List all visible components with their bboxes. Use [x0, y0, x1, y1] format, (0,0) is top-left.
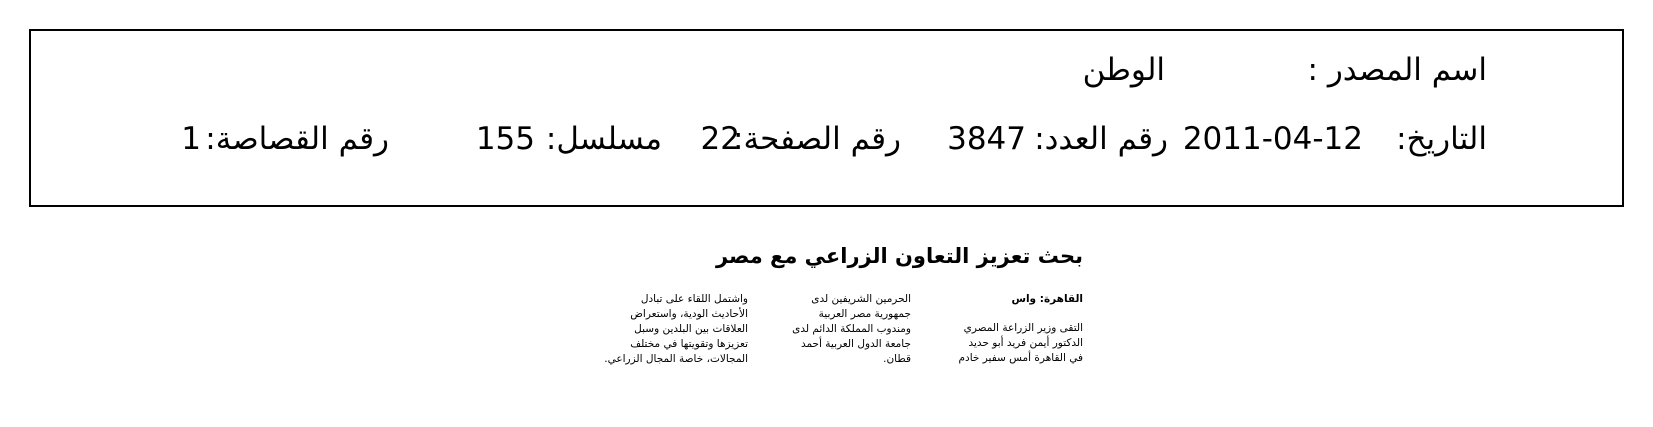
clipping-label: رقم القصاصة:: [205, 121, 389, 157]
col3-line: المجالات، خاصة المجال الزراعي.: [604, 353, 748, 365]
serial-value: 155: [475, 121, 535, 157]
source-label: اسم المصدر :: [1307, 52, 1487, 88]
issue-label: رقم العدد:: [1034, 121, 1168, 157]
col2-line: ومندوب المملكة الدائم لدى: [792, 323, 911, 335]
clipping-value: 1: [181, 121, 201, 157]
col2-line: الحرمين الشريفين لدى: [811, 293, 911, 305]
article-headline: بحث تعزيز التعاون الزراعي مع مصر: [715, 244, 1083, 268]
page-value: 22: [700, 121, 740, 157]
article-column-2: [761, 292, 911, 367]
page-label: رقم الصفحة:: [733, 121, 901, 157]
article-dateline: القاهرة: واس: [1011, 293, 1083, 305]
col2-line: قطان.: [883, 353, 911, 365]
col3-line: العلاقات بين البلدين وسبل: [634, 323, 748, 335]
issue-value: 3847: [947, 121, 1026, 157]
serial-label: مسلسل:: [545, 121, 662, 157]
article-column-1: [933, 292, 1083, 366]
article-column-3: [598, 292, 748, 367]
col3-line: واشتمل اللقاء على تبادل: [640, 293, 748, 305]
col3-line: الأحاديث الودية، واستعراض: [630, 308, 748, 320]
date-value: 2011-04-12: [1182, 121, 1363, 157]
source-value: الوطن: [1082, 52, 1165, 88]
col2-line: جمهورية مصر العربية: [818, 308, 911, 320]
col1-line: الدكتور أيمن فريد أبو حديد: [968, 337, 1083, 349]
col2-line: جامعة الدول العربية أحمد: [800, 338, 911, 350]
col1-line: التقى وزير الزراعة المصري: [963, 322, 1083, 334]
col1-line: في القاهرة أمس سفير خادم: [958, 352, 1083, 364]
col3-line: تعزيزها وتقويتها في مختلف: [630, 338, 748, 350]
date-label: التاريخ:: [1396, 121, 1487, 157]
